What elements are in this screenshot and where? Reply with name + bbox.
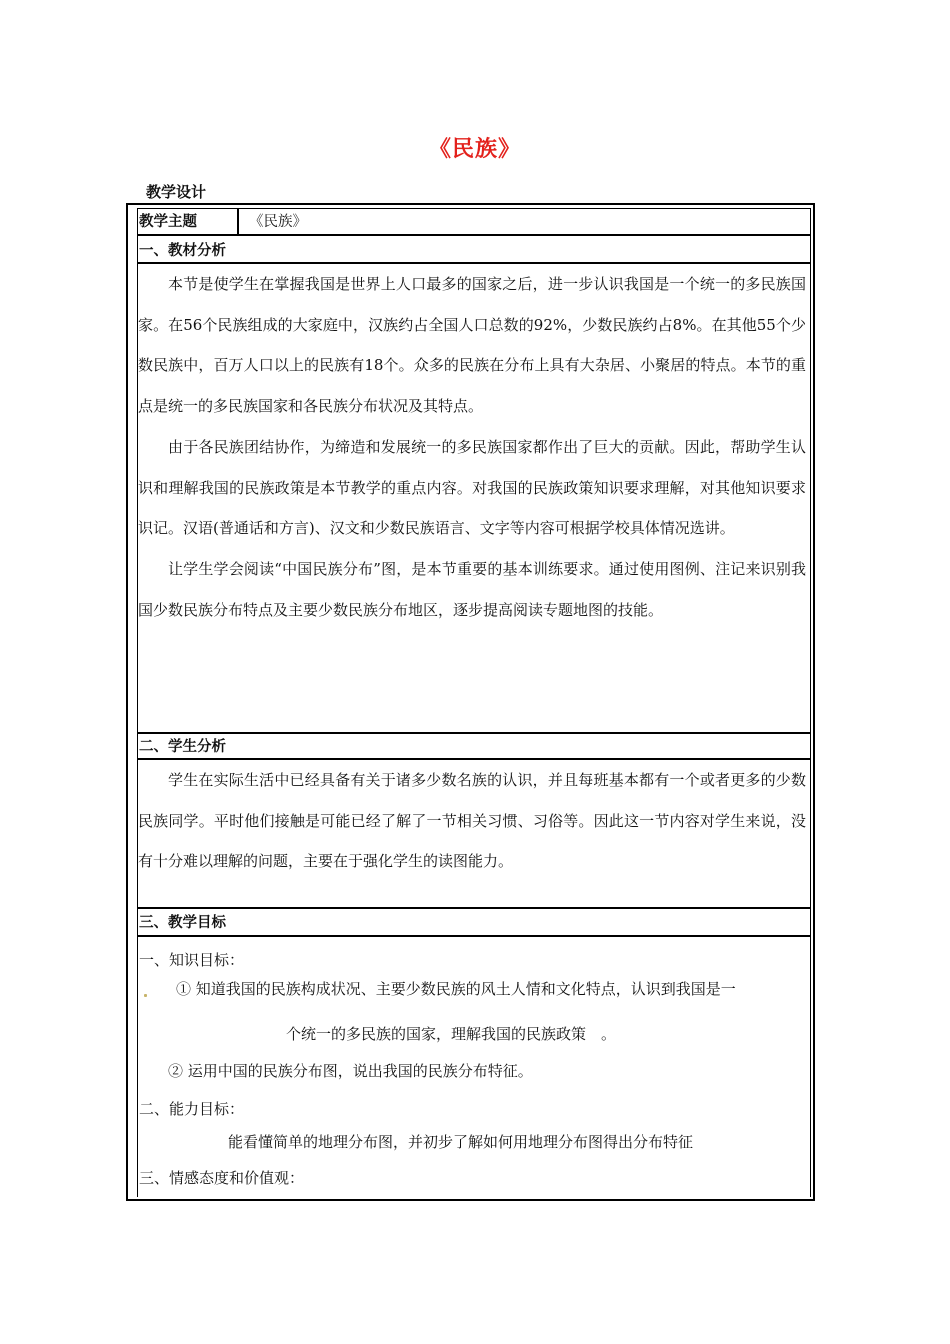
topic-value: 《民族》	[249, 214, 307, 230]
knowledge-objective-2: ② 运用中国的民族分布图，说出我国的民族分布特征。	[168, 1062, 533, 1080]
ability-objective-title: 二、能力目标：	[139, 1100, 245, 1118]
section-heading-student-analysis: 二、学生分析	[138, 734, 810, 760]
section-body-textbook-analysis	[138, 264, 810, 734]
paragraph: 学生在实际生活中已经具备有关于诸多少数名族的认识，并且每班基本都有一个或者更多的少数民族同学。平时他们接触是可能已经了解了一节相关习惯、习俗等。因此这一节内容对学生来说，没有十分难以理解的问题，主要在于强化学生的读图能力。	[138, 771, 806, 871]
knowledge-objective-1-line-2: 个统一的多民族的国家，理解我国的民族政策 。	[286, 1025, 617, 1043]
emotion-objective-title: 三、情感态度和价值观：	[139, 1169, 305, 1187]
lesson-plan-table-inner	[137, 208, 811, 1197]
section-body-teaching-objectives	[138, 939, 810, 1197]
topic-label: 教学主题	[138, 209, 239, 234]
paragraph: 本节是使学生在掌握我国是世界上人口最多的国家之后，进一步认识我国是一个统一的多民族国家。在56个民族组成的大家庭中，汉族约占全国人口总数的92%，少数民族约占8%。在其他55个少数民族中，百万人口以上的民族有18个。众多的民族在分布上具有大杂居、小聚居的特点。本节的重点是统一的多民族国家和各民族分布状况及其特点。	[138, 275, 806, 416]
ability-objective-text: 能看懂简单的地理分布图，并初步了解如何用地理分布图得出分布特征	[228, 1133, 694, 1151]
section-heading-textbook-analysis: 一、教材分析	[138, 238, 810, 264]
paragraph: 由于各民族团结协作，为缔造和发展统一的多民族国家都作出了巨大的贡献。因此，帮助学生认识和理解我国的民族政策是本节教学的重点内容。对我国的民族政策知识要求理解，对其他知识要求识记。汉语(普通话和方言)、汉文和少数民族语言、文字等内容可根据学校具体情况选讲。	[138, 437, 806, 538]
section-body-student-analysis	[138, 760, 810, 909]
paragraph: 让学生学会阅读“中国民族分布”图，是本节重要的基本训练要求。通过使用图例、注记来识别我国少数民族分布特点及主要少数民族分布地区，逐步提高阅读专题地图的技能。	[138, 559, 806, 619]
stray-dot	[144, 994, 147, 997]
topic-row	[138, 209, 810, 236]
section-heading-teaching-objectives: 三、教学目标	[138, 909, 810, 937]
lesson-plan-table	[126, 203, 815, 1201]
document-subtitle: 教学设计	[146, 183, 207, 201]
knowledge-objective-title: 一、知识目标：	[139, 951, 245, 969]
knowledge-objective-1-line-1: ① 知道我国的民族构成状况、主要少数民族的风土人情和文化特点，认识到我国是一	[176, 980, 736, 998]
document-title: 《民族》	[428, 137, 521, 162]
